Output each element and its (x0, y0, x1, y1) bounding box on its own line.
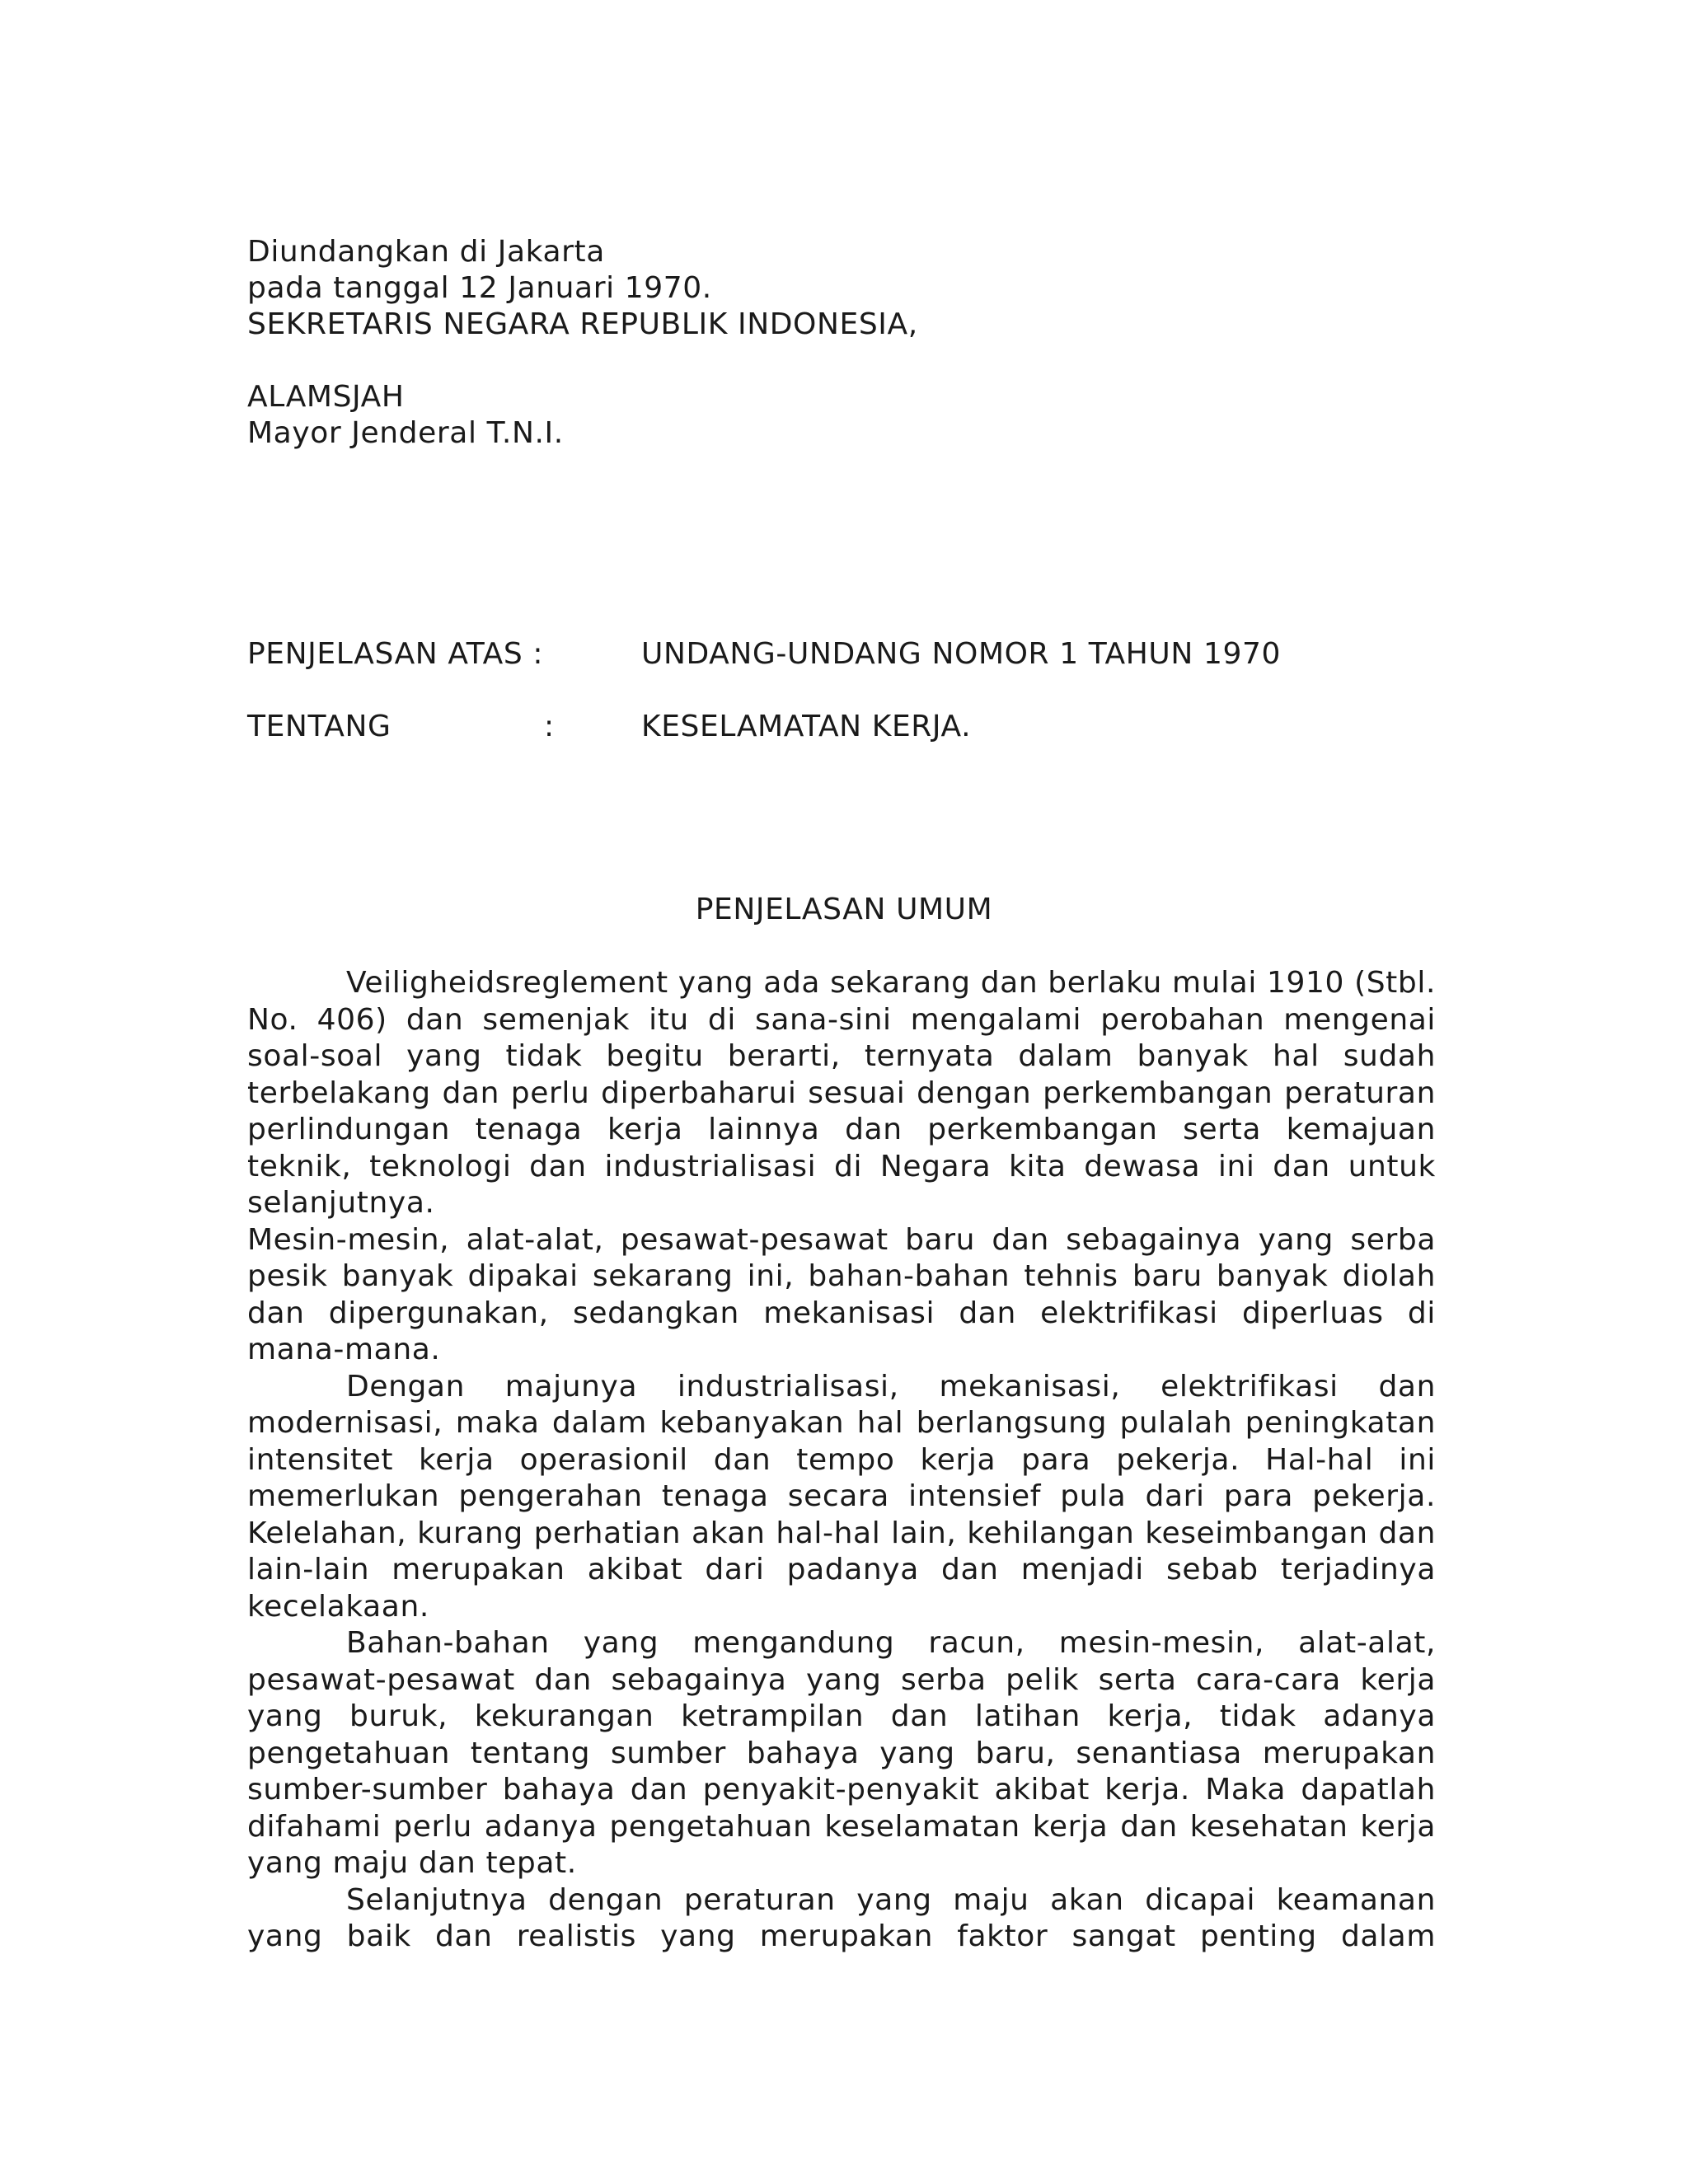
paragraph: Dengan majunya industrialisasi, mekanisasi, elektrifikasi dan modernisasi, maka dalam kebanyakan hal berlangsung pulalah peningkatan intensitet kerja operasionil dan tempo kerja para pekerja. Hal-hal ini memerlukan pengerahan tenaga secara intensief pula dari para pekerja. Kelelahan, kurang perhatian akan hal-hal lain, kehilangan keseimbangan dan lain-lain merupakan akibat dari padanya dan menjadi sebab terjadinya kecelakaan. (247, 1369, 1436, 1624)
signatory-name: ALAMSJAH (247, 380, 405, 414)
reference-value-subject: KESELAMATAN KERJA. (641, 710, 972, 743)
reference-colon: : (544, 710, 555, 743)
reference-value-law: UNDANG-UNDANG NOMOR 1 TAHUN 1970 (641, 637, 1281, 671)
office-title: SEKRETARIS NEGARA REPUBLIK INDONESIA, (247, 307, 918, 341)
promulgation-place: Diundangkan di Jakarta (247, 235, 605, 269)
reference-label-penjelasan: PENJELASAN ATAS : (247, 637, 544, 671)
paragraph: Veiligheidsreglement yang ada sekarang dan berlaku mulai 1910 (Stbl. No. 406) dan semenjak itu di sana-sini mengalami perobahan mengenai soal-soal yang tidak begitu berarti, ternyata dalam banyak hal sudah terbelakang dan perlu diperbaharui sesuai dengan perkembangan peraturan perlindungan tenaga kerja lainnya dan perkembangan serta kemajuan teknik, teknologi dan industrialisasi di Negara kita dewasa ini dan untuk selanjutnya. (247, 966, 1436, 1220)
paragraph: Selanjutnya dengan peraturan yang maju akan dicapai keamanan yang baik dan realistis yang merupakan faktor sangat penting dalam (247, 1882, 1436, 1953)
promulgation-date: pada tanggal 12 Januari 1970. (247, 271, 712, 305)
reference-label-tentang: TENTANG (247, 710, 392, 743)
section-body (247, 965, 1436, 1956)
paragraph: Mesin-mesin, alat-alat, pesawat-pesawat baru dan sebagainya yang serba pesik banyak dipakai sekarang ini, bahan-bahan tehnis baru banyak diolah dan dipergunakan, sedangkan mekanisasi dan elektrifikasi diperluas di mana-mana. (247, 1222, 1436, 1366)
paragraph: Bahan-bahan yang mengandung racun, mesin-mesin, alat-alat, pesawat-pesawat dan sebagainya yang serba pelik serta cara-cara kerja yang buruk, kekurangan ketrampilan dan latihan kerja, tidak adanya pengetahuan tentang sumber bahaya yang baru, senantiasa merupakan sumber-sumber bahaya dan penyakit-penyakit akibat kerja. Maka dapatlah difahami perlu adanya pengetahuan keselamatan kerja dan kesehatan kerja yang maju dan tepat. (247, 1626, 1436, 1880)
section-heading: PENJELASAN UMUM (695, 893, 993, 926)
signatory-rank: Mayor Jenderal T.N.I. (247, 416, 564, 450)
